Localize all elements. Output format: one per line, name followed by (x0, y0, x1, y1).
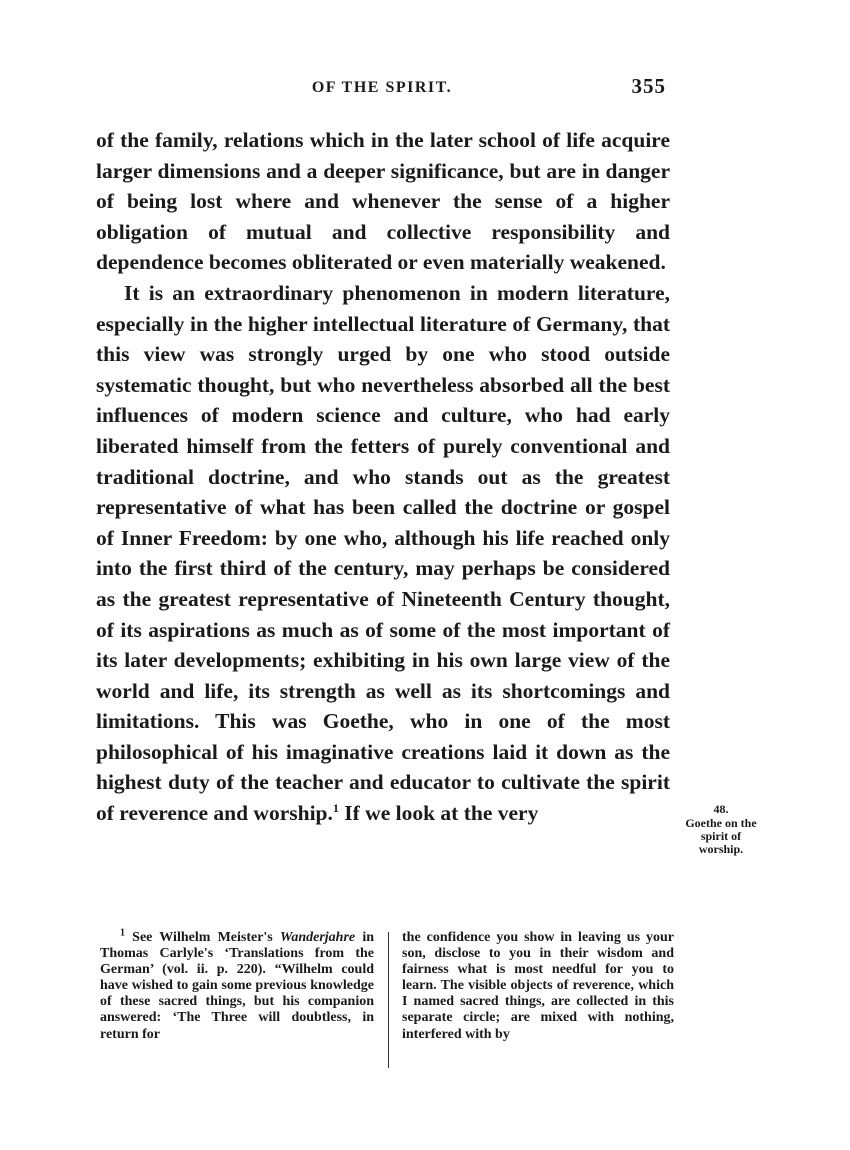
footnote-left-rest: in Thomas Carlyle's ‘Translations from the German’ (vol. ii. p. 220). “Wilhelm could have wished to gain some previous knowledge of these sacred things, but his companion answered: ‘The Three will doubtless, in return for (100, 930, 374, 1042)
footnote-marker: 1 (120, 927, 125, 939)
marginal-note (678, 803, 764, 856)
running-title: OF THE SPIRIT. (311, 79, 453, 96)
paragraph-2-tail: If we look at the very (338, 801, 539, 826)
footnotes (100, 927, 674, 1075)
running-header (96, 76, 668, 102)
paragraph-2-main: It is an extraordinary phenomenon in modern literature, especially in the higher intellectual literature of Germany, that this view was strongly urged by one who stood outside systematic thought, but who nevertheless absorbed all the best influences of modern science and culture, who had early liberated himself from the fetters of purely conventional and traditional doctrine, and who stands out as the greatest representative of what has been called the doctrine or gospel of Inner Freedom: by one who, although his life reached only into the first third of the century, may perhaps be considered as the greatest representative of Nineteenth Century thought, of its aspirations as much as of some of the most important of its later developments; exhibiting in his own large view of the world and life, its strength as well as its shortcomings and limitations. This was Goethe, who in one of the most philosophical of his imaginative creations laid it down as the highest duty of the teacher and educator to cultivate the spirit of reverence and worship. (96, 280, 670, 826)
page-number: 355 (631, 74, 666, 98)
paragraph-1: of the family, relations which in the later school of life acquire larger dimensions and a deeper significance, but are in danger of being lost where and whenever the sense of a higher obligation of mutual and collective responsibility and dependence becomes obliterated or even materially weakened. (96, 128, 670, 275)
footnote-left-prefix: See Wilhelm Meister's (125, 930, 280, 945)
footnote-left-text (100, 927, 374, 1043)
footnote-right-text: the confidence you show in leaving us your son, disclose to you in their wisdom and fairness what is most needful for you to learn. The visible objects of reverence, which I named sacred things, are collected in this separate circle; are mixed with nothing, interfered with by (402, 930, 674, 1042)
main-text (96, 125, 670, 829)
footnote-book-title: Wanderjahre (279, 930, 356, 945)
footnote-column-divider (388, 932, 389, 1068)
marginal-note-text: Goethe on the spirit of worship. (685, 816, 757, 856)
marginal-note-number: 48. (713, 802, 729, 816)
paragraph-2 (96, 278, 670, 829)
footnote-column-left (100, 927, 374, 1043)
footnote-reference[interactable]: 1 (332, 800, 339, 815)
footnote-column-right (402, 930, 674, 1043)
